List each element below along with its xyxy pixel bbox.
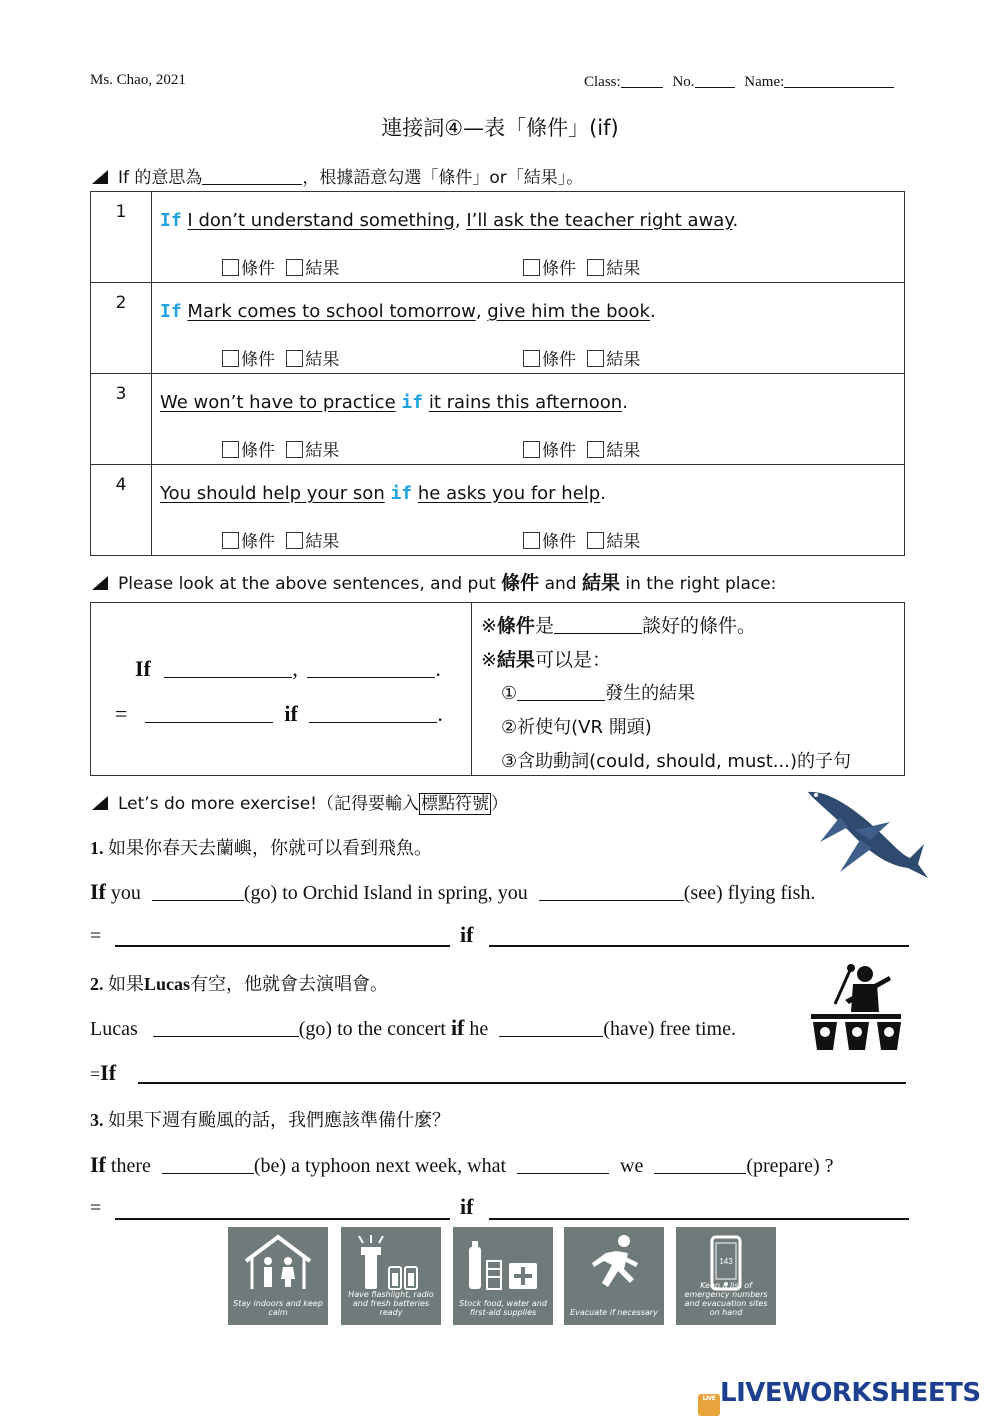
question-2 xyxy=(152,283,905,374)
author-label: Ms. Chao, 2021 xyxy=(90,72,186,88)
rule-4: ②祈使句(VR 開頭) xyxy=(501,717,652,738)
rule-text: 發生的結果 xyxy=(605,683,696,704)
rule-text: 談好的條件。 xyxy=(641,615,756,637)
clause-a: I don’t understand something xyxy=(187,210,455,231)
tip-caption: Stay indoors and keep calm xyxy=(233,1299,323,1317)
section1-suffix: ，根據語意勾選「條件」or「結果」。 xyxy=(302,168,584,188)
ex-prompt-text: 如果下週有颱風的話，我們應該準備什麼？ xyxy=(108,1110,450,1130)
checkbox[interactable] xyxy=(222,532,239,549)
triangle-icon xyxy=(92,796,108,810)
ex-prompt-text: 如果 xyxy=(108,974,144,994)
clause-b-options xyxy=(523,254,640,279)
question-sentence xyxy=(160,392,628,413)
ex2-sentence xyxy=(90,1015,736,1041)
question-sentence xyxy=(160,210,738,231)
ex2-eq-line xyxy=(90,1060,116,1086)
rule-3 xyxy=(501,679,695,705)
ex3-sentence xyxy=(90,1152,834,1178)
condition-label: 條件 xyxy=(241,532,275,552)
question-number: 2 xyxy=(91,283,152,374)
result-label: 結果 xyxy=(305,532,340,552)
rules-box xyxy=(90,602,905,776)
if-word: if xyxy=(284,701,298,726)
punct: . xyxy=(732,210,739,231)
condition-label: 條件 xyxy=(542,259,576,279)
checkbox[interactable] xyxy=(523,441,540,458)
ex1-blank-go[interactable] xyxy=(152,880,244,901)
condition-label: 條件 xyxy=(542,441,576,461)
ex-prompt-name: Lucas xyxy=(144,974,191,994)
rule-2 xyxy=(481,645,611,672)
section2-instruction xyxy=(92,568,776,595)
punct: . xyxy=(435,656,441,681)
if-word: If xyxy=(90,879,106,904)
tip-caption: Keep a list of emergency numbers and evacuation sites on hand xyxy=(684,1281,768,1317)
checkbox[interactable] xyxy=(286,532,303,549)
question-sentence xyxy=(160,301,656,322)
if-keyword: If xyxy=(160,301,182,322)
rule-blank-2[interactable] xyxy=(517,682,605,701)
checkbox[interactable] xyxy=(523,350,540,367)
result-label: 結果 xyxy=(606,350,641,370)
ex-text: (go) to Orchid Island in spring, you xyxy=(243,882,528,904)
result-label: 結果 xyxy=(606,259,641,279)
punct: . xyxy=(622,392,628,413)
punct: , xyxy=(454,210,461,231)
checkbox[interactable] xyxy=(587,532,604,549)
if-word: if xyxy=(460,1194,474,1219)
ex1-rewrite-line-1[interactable] xyxy=(115,945,450,947)
section3-instruction xyxy=(92,789,508,814)
ex-text: (have) free time. xyxy=(603,1018,736,1040)
flashlight-battery-icon xyxy=(341,1227,441,1297)
rule-text: ① xyxy=(501,683,518,704)
clause-a: Mark comes to school tomorrow xyxy=(187,301,476,322)
punct: . xyxy=(437,701,443,726)
if-word: if xyxy=(450,1015,465,1040)
equals-sign: = xyxy=(115,701,128,726)
checkbox[interactable] xyxy=(587,441,604,458)
section3-text: ） xyxy=(490,794,508,814)
structure-blank-4[interactable] xyxy=(309,700,437,723)
structure-blank-2[interactable] xyxy=(307,655,435,678)
phone-number: 143 xyxy=(719,1257,733,1266)
tip-flashlight xyxy=(341,1227,441,1325)
punctuation-word: 標點符號 xyxy=(420,794,489,814)
result-word: 結果 xyxy=(496,649,535,671)
ex-number: 1. xyxy=(90,838,104,858)
result-label: 結果 xyxy=(606,441,641,461)
tip-stock-food xyxy=(453,1227,553,1325)
checkbox[interactable] xyxy=(222,441,239,458)
condition-label: 條件 xyxy=(241,350,275,370)
checkbox[interactable] xyxy=(222,259,239,276)
result-label: 結果 xyxy=(305,441,340,461)
if-word: if xyxy=(460,922,474,947)
ex-number: 2. xyxy=(90,974,104,994)
triangle-icon xyxy=(92,576,108,590)
ex1-rewrite-line-2[interactable] xyxy=(489,945,909,947)
punct: . xyxy=(600,483,606,504)
ex-number: 3. xyxy=(90,1110,104,1130)
tip-caption: Evacuate if necessary xyxy=(570,1308,658,1317)
divider xyxy=(471,603,472,775)
rule-5: ③含助動詞(could, should, must...)的子句 xyxy=(501,751,851,772)
checkbox[interactable] xyxy=(587,259,604,276)
tip-caption: Stock food, water and first-aid supplies xyxy=(459,1299,547,1317)
ex-text: (see) flying fish. xyxy=(683,882,816,904)
ex-text: (be) a typhoon next week, what xyxy=(253,1155,507,1177)
if-word: If xyxy=(100,1060,117,1085)
ex2-rewrite-line[interactable] xyxy=(138,1082,906,1084)
logo-badge-icon: LIVE xyxy=(698,1394,720,1416)
section1-prefix: If 的意思為 xyxy=(118,168,203,188)
clause-a-options xyxy=(222,345,339,370)
clause-a-options xyxy=(222,527,339,552)
punct: , xyxy=(292,656,298,681)
rule-blank-1[interactable] xyxy=(554,614,642,634)
checkbox[interactable] xyxy=(286,259,303,276)
punct: , xyxy=(475,301,482,322)
condition-label: 條件 xyxy=(241,259,275,279)
question-sentence xyxy=(160,483,606,504)
ex3-blank-be[interactable] xyxy=(162,1153,254,1174)
ex1-blank-see[interactable] xyxy=(539,880,684,901)
ex-text: Lucas xyxy=(90,1018,138,1040)
page-title: 連接詞④—表「條件」(if) xyxy=(381,116,619,140)
rule-text: 是 xyxy=(534,615,554,637)
clause-b: I’ll ask the teacher right away xyxy=(466,210,733,231)
result-word: 結果 xyxy=(581,572,620,594)
ex3-rewrite-line-1[interactable] xyxy=(115,1218,450,1220)
result-label: 結果 xyxy=(606,532,641,552)
ex2-prompt xyxy=(90,970,388,996)
name-input[interactable] xyxy=(784,72,894,88)
ex3-prompt xyxy=(90,1106,450,1132)
section3-text: Let’s do more exercise!（記得要輸入 xyxy=(118,794,419,814)
no-input[interactable] xyxy=(695,72,735,88)
running-person-icon xyxy=(564,1227,664,1297)
mark: ※ xyxy=(481,649,497,671)
condition-label: 條件 xyxy=(542,350,576,370)
tip-stay-indoors xyxy=(228,1227,328,1325)
section2-text: Please look at the above sentences, and put xyxy=(118,574,502,594)
condition-label: 條件 xyxy=(542,532,576,552)
logo-text: LIVEWORKSHEETS xyxy=(720,1378,981,1408)
equals-sign: = xyxy=(90,925,102,947)
eq-structure-line xyxy=(115,700,443,727)
ex-prompt-text: 有空，他就會去演唱會。 xyxy=(190,974,389,994)
result-label: 結果 xyxy=(305,350,340,370)
structure-blank-1[interactable] xyxy=(164,655,292,678)
name-label: Name: xyxy=(744,74,785,90)
clause-a-options xyxy=(222,436,339,461)
clause-a: We won’t have to practice xyxy=(160,392,396,413)
if-keyword: if xyxy=(390,483,413,504)
liveworksheets-logo xyxy=(698,1378,981,1416)
result-label: 結果 xyxy=(305,259,340,279)
if-keyword: If xyxy=(160,210,182,231)
flying-fish-icon xyxy=(800,782,930,887)
rule-text: 可以是： xyxy=(534,649,611,671)
checkbox[interactable] xyxy=(587,350,604,367)
ex-prompt-text: 如果你春天去蘭嶼，你就可以看到飛魚。 xyxy=(108,838,432,858)
condition-word: 條件 xyxy=(501,572,540,594)
ex3-blank-prepare[interactable] xyxy=(654,1153,746,1174)
if-meaning-input[interactable] xyxy=(202,167,302,185)
question-1 xyxy=(152,192,905,283)
ex-text: (go) to the concert xyxy=(298,1018,446,1040)
clause-b-options xyxy=(523,527,640,552)
question-number: 3 xyxy=(91,374,152,465)
tip-emergency-numbers xyxy=(676,1227,776,1325)
section2-text: and xyxy=(539,574,582,594)
ex2-blank-have[interactable] xyxy=(499,1016,603,1037)
ex3-rewrite-line-2[interactable] xyxy=(489,1218,909,1220)
punct: . xyxy=(649,301,656,322)
checkbox[interactable] xyxy=(523,259,540,276)
equals-sign: = xyxy=(90,1064,101,1084)
supplies-icon xyxy=(453,1227,553,1297)
clause-b-options xyxy=(523,345,640,370)
clause-b: it rains this afternoon xyxy=(428,392,623,413)
clause-a: You should help your son xyxy=(160,483,385,504)
ex2-blank-go[interactable] xyxy=(153,1016,299,1037)
question-3 xyxy=(152,374,905,465)
checkbox[interactable] xyxy=(286,350,303,367)
if-structure-line xyxy=(135,655,441,682)
ex-text: (prepare) ? xyxy=(746,1155,834,1177)
ex-text: he xyxy=(469,1018,489,1040)
rule-1 xyxy=(481,611,756,638)
structure-blank-3[interactable] xyxy=(145,700,273,723)
if-word: If xyxy=(135,656,151,681)
section1-instruction xyxy=(92,163,583,188)
clause-a-options xyxy=(222,254,339,279)
class-input[interactable] xyxy=(621,72,663,88)
tip-caption: Have flashlight, radio and fresh batteries ready xyxy=(348,1290,434,1317)
condition-word: 條件 xyxy=(496,615,535,637)
house-people-icon xyxy=(228,1227,328,1297)
question-table xyxy=(90,191,905,556)
if-word: If xyxy=(90,1152,106,1177)
condition-label: 條件 xyxy=(241,441,275,461)
student-info xyxy=(584,72,894,91)
ex-text: we xyxy=(620,1155,644,1177)
checkbox[interactable] xyxy=(523,532,540,549)
ex1-prompt xyxy=(90,834,432,860)
ex-text: you xyxy=(110,882,141,904)
concert-singer-icon xyxy=(805,962,910,1054)
checkbox[interactable] xyxy=(222,350,239,367)
ex-text: there xyxy=(110,1155,151,1177)
no-label: No. xyxy=(672,74,695,90)
tip-evacuate xyxy=(564,1227,664,1325)
clause-b: give him the book xyxy=(487,301,650,322)
class-label: Class: xyxy=(584,74,621,90)
clause-b: he asks you for help xyxy=(417,483,601,504)
if-keyword: if xyxy=(401,392,424,413)
clause-b-options xyxy=(523,436,640,461)
question-number: 4 xyxy=(91,465,152,556)
ex3-blank-what[interactable] xyxy=(517,1153,609,1174)
equals-sign: = xyxy=(90,1197,102,1219)
section2-text: in the right place: xyxy=(619,574,777,594)
question-4 xyxy=(152,465,905,556)
checkbox[interactable] xyxy=(286,441,303,458)
ex1-sentence xyxy=(90,879,815,905)
mark: ※ xyxy=(481,615,497,637)
triangle-icon xyxy=(92,170,108,184)
question-number: 1 xyxy=(91,192,152,283)
